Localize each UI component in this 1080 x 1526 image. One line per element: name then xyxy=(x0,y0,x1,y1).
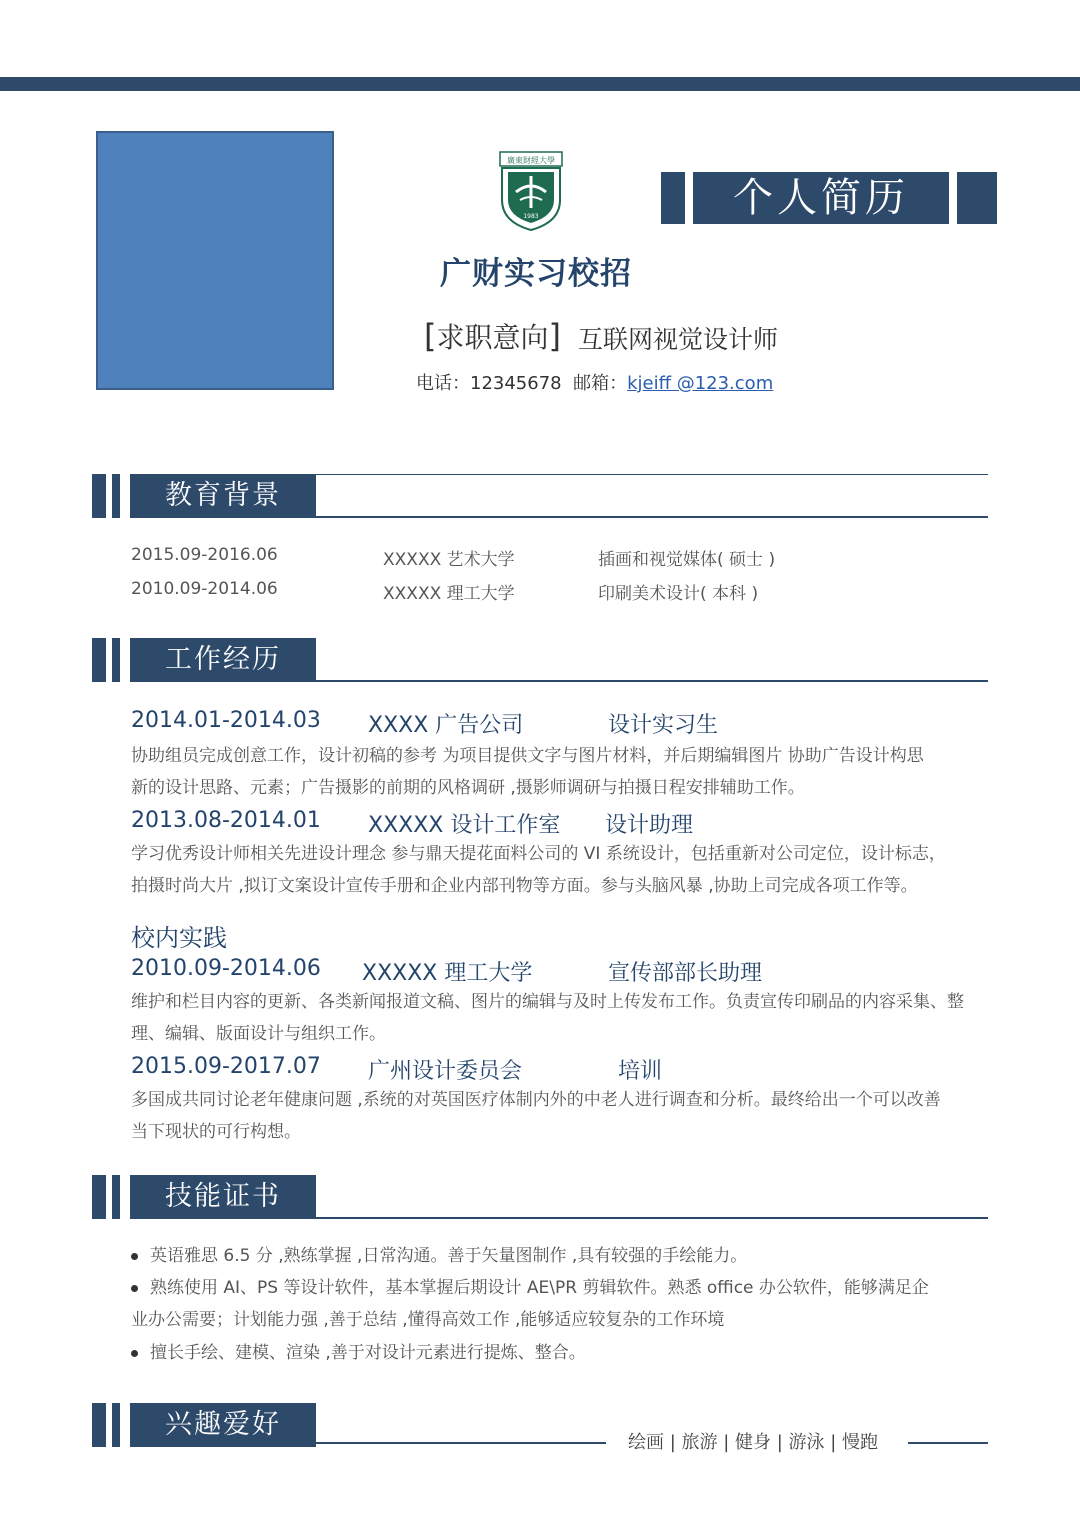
job-org: XXXX 广告公司 xyxy=(368,713,524,738)
bullet-icon xyxy=(131,1285,138,1292)
section-education-header xyxy=(92,474,988,518)
job-org: XXXXX 设计工作室 xyxy=(368,813,561,838)
profile-photo-placeholder xyxy=(96,131,334,390)
section-title: 教育背景 xyxy=(130,474,316,518)
resume-title-block xyxy=(661,172,997,224)
email-label: 邮箱： xyxy=(573,373,628,394)
campus-desc-line: 当下现状的可行构想。 xyxy=(131,1122,301,1142)
campus-practice-title: 校内实践 xyxy=(131,924,227,952)
logo-text: 廣東財經大學 xyxy=(507,156,555,165)
logo-year: 1983 xyxy=(523,213,539,220)
job-desc-line: 协助组员完成创意工作，设计初稿的参考 为项目提供文字与图片材料，并后期编辑图片 协助广告设计构思 xyxy=(131,746,924,766)
campus-role: 宣传部部长助理 xyxy=(608,961,763,986)
section-title: 兴趣爱好 xyxy=(130,1403,316,1447)
edu-school: XXXXX 理工大学 xyxy=(383,584,515,604)
section-title: 技能证书 xyxy=(130,1175,316,1219)
skill-item: 英语雅思 6.5 分 ,熟练掌握 ,日常沟通。善于矢量图制作 ,具有较强的手绘能力。 xyxy=(131,1240,991,1272)
bullet-icon xyxy=(131,1253,138,1260)
phone-label: 电话： xyxy=(416,373,470,394)
intent-label-text: 求职意向 xyxy=(436,321,549,354)
job-desc-line: 新的设计思路、元素；广告摄影的前期的风格调研 ,摄影师调研与拍摄日程安排辅助工作。 xyxy=(131,778,805,798)
skill-item: 熟练使用 AI、PS 等设计软件，基本掌握后期设计 AE\PR 剪辑软件。熟悉 office 办公软件，能够满足企 xyxy=(131,1272,991,1304)
job-period: 2013.08-2014.01 xyxy=(131,808,321,833)
email-link[interactable]: kjeiff @123.com xyxy=(627,373,774,394)
hobbies-divider xyxy=(316,1442,606,1444)
skill-item-continued: 业办公需要；计划能力强 ,善于总结 ,懂得高效工作 ,能够适应较复杂的工作环境 xyxy=(131,1310,725,1330)
section-work-header xyxy=(92,638,988,682)
section-hobbies-header xyxy=(92,1403,316,1447)
hobbies-list: 绘画 | 旅游 | 健身 | 游泳 | 慢跑 xyxy=(628,1432,879,1453)
section-skills-header xyxy=(92,1175,988,1219)
edu-period: 2015.09-2016.06 xyxy=(131,545,278,565)
campus-period: 2010.09-2014.06 xyxy=(131,956,321,981)
hobbies-divider xyxy=(908,1442,988,1444)
section-title: 工作经历 xyxy=(130,638,316,682)
job-intent-label: [求职意向] xyxy=(424,317,561,355)
job-intent-value: 互联网视觉设计师 xyxy=(578,325,779,354)
job-period: 2014.01-2014.03 xyxy=(131,708,321,733)
university-logo xyxy=(498,150,564,232)
campus-org: XXXXX 理工大学 xyxy=(362,961,533,986)
resume-title: 个人简历 xyxy=(693,172,949,224)
skill-item: 擅长手绘、建模、渲染 ,善于对设计元素进行提炼、整合。 xyxy=(131,1337,991,1369)
contact-line xyxy=(416,369,773,395)
campus-role: 培训 xyxy=(618,1059,663,1084)
edu-period: 2010.09-2014.06 xyxy=(131,579,278,599)
bullet-icon xyxy=(131,1350,138,1357)
job-role: 设计助理 xyxy=(605,813,694,838)
title-accent-right xyxy=(957,172,997,224)
job-desc-line: 学习优秀设计师相关先进设计理念 参与鼎天提花面料公司的 VI 系统设计，包括重新对公司定位，设计标志， xyxy=(131,844,946,864)
phone-number: 12345678 xyxy=(470,373,562,394)
edu-school: XXXXX 艺术大学 xyxy=(383,550,515,570)
job-role: 设计实习生 xyxy=(608,713,719,738)
campus-org: 广州设计委员会 xyxy=(368,1059,523,1084)
campus-desc-line: 多国成共同讨论老年健康问题 ,系统的对英国医疗体制内外的中老人进行调查和分析。最终给出一个可以改善 xyxy=(131,1090,941,1110)
edu-major: 插画和视觉媒体( 硕士 ) xyxy=(598,550,776,570)
candidate-name: 广财实习校招 xyxy=(440,256,632,292)
campus-period: 2015.09-2017.07 xyxy=(131,1054,321,1079)
campus-desc-line: 理、编辑、版面设计与组织工作。 xyxy=(131,1024,386,1044)
top-banner-bar xyxy=(0,77,1080,91)
campus-desc-line: 维护和栏目内容的更新、各类新闻报道文稿、图片的编辑与及时上传发布工作。负责宣传印刷品的内容采集、整 xyxy=(131,992,964,1012)
title-accent-left xyxy=(661,172,685,224)
job-desc-line: 拍摄时尚大片 ,拟订文案设计宣传手册和企业内部刊物等方面。参与头脑风暴 ,协助上司完成各项工作等。 xyxy=(131,876,918,896)
edu-major: 印刷美术设计( 本科 ) xyxy=(598,584,759,604)
